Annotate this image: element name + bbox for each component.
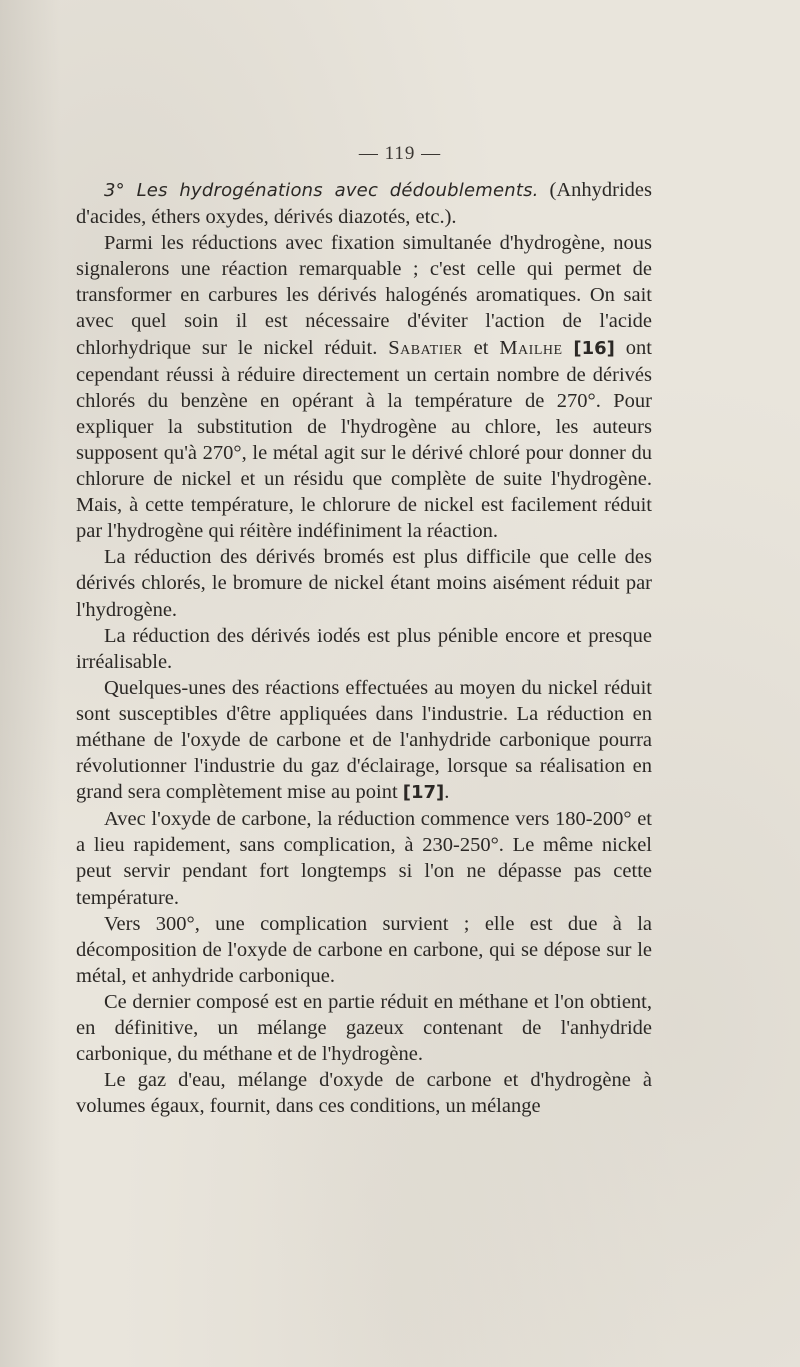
body-text [76, 177, 652, 1119]
section-heading: 3° Les hydrogénations avec dédoublements. [104, 180, 539, 201]
reference-17: [17] [402, 782, 445, 804]
paragraph-5-text-before: Quelques-unes des réactions effectuées au moyen du nickel réduit sont susceptibles d'être appliquées dans l'industrie. La réduction en méthane de l'oxyde de carbone et de l'anhydride carbonique pourra révolutionner l'industrie du gaz d'éclairage, lorsque sa réalisation en grand sera complètement mise au point [76, 676, 652, 804]
paragraph-6: Avec l'oxyde de carbone, la réduction commence vers 180-200° et a lieu rapidement, sans complication, à 230-250°. Le même nickel peut servir pendant fort longtemps si l'on ne dépasse pas cette température. [76, 808, 652, 909]
paragraph-9: Le gaz d'eau, mélange d'oxyde de carbone et d'hydrogène à volumes égaux, fournit, dans ces conditions, un mélange [76, 1069, 652, 1118]
paragraph-2-text-before: Parmi les réductions avec fixation simultanée d'hydrogène, nous signalerons une réaction remarquable ; c'est celle qui permet de transformer en carbures les dérivés halogénés aromatiques. On sait avec quel soin il est nécessaire d'éviter l'action de l'acide chlorhydrique sur le nickel réduit. [76, 232, 652, 359]
author-sabatier: Sabatier [388, 336, 463, 359]
paragraph-2-conj: et [462, 336, 500, 359]
page-edge-shadow [0, 0, 60, 1367]
paragraph-8: Ce dernier composé est en partie réduit en méthane et l'on obtient, en définitive, un mélange gazeux contenant de l'anhydride carbonique, du méthane et de l'hydrogène. [76, 990, 652, 1066]
reference-16: [16] [573, 337, 615, 359]
paragraph-7: Vers 300°, une complication survient ; elle est due à la décomposition de l'oxyde de carbone en carbone, qui se dépose sur le métal, et anhydride carbonique. [76, 912, 652, 987]
paragraph-3: La réduction des dérivés bromés est plus difficile que celle des dérivés chlorés, le bromure de nickel étant moins aisément réduit par l'hydrogène. [76, 546, 652, 621]
paragraph-1-text: (Anhydrides d'acides, éthers oxydes, dérivés diazotés, etc.). [76, 179, 652, 229]
paragraph-5 [76, 675, 652, 806]
paragraph-2-text-after: ont cependant réussi à réduire directement un certain nombre de dérivés chlorés du benzène en opérant à la température de 270°. Pour expliquer la substitution de l'hydrogène au chlore, les auteurs supposent qu'à 270°, le métal agit sur le dérivé chloré pour donner du chlorure de nickel et un résidu que complète de suite l'hydrogène. Mais, à cette température, le chlorure de nickel est facilement réduit par l'hydrogène qui réitère indéfiniment la réaction. [76, 336, 652, 543]
paragraph-1 [76, 177, 652, 230]
paragraph-2 [76, 230, 652, 544]
paragraph-5-text-after: . [444, 781, 450, 804]
author-mailhe: Mailhe [499, 336, 563, 359]
page-number: — 119 — [358, 143, 442, 164]
paragraph-4: La réduction des dérivés iodés est plus pénible encore et presque irréalisable. [76, 624, 652, 673]
